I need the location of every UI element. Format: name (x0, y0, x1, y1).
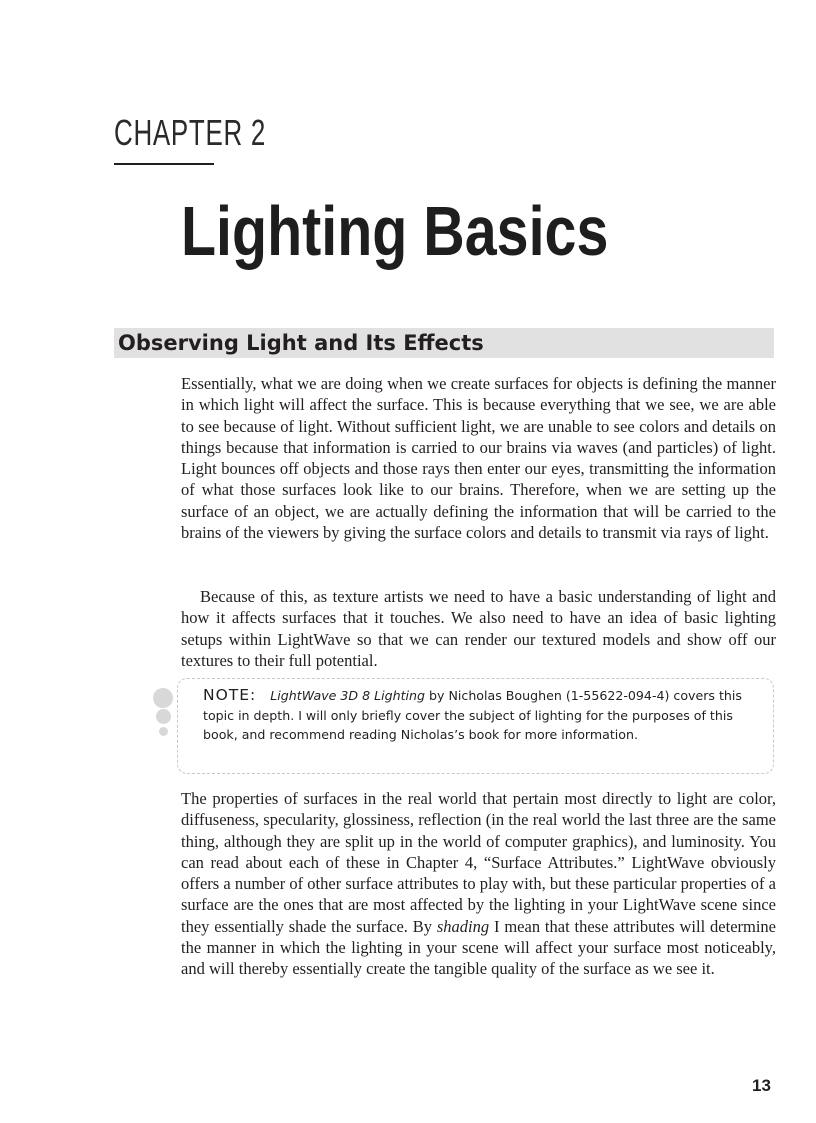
chapter-rule (114, 163, 214, 165)
paragraph-3 (181, 788, 776, 980)
note-body: by Nicholas Boughen (1-55622-094-4) covers this topic in depth. I will only briefly cover the subject of lighting for the purposes of this book, and recommend reading Nicholas’s book for more information. (203, 688, 742, 742)
section-heading: Observing Light and Its Effects (118, 331, 484, 355)
note-book-title: LightWave 3D 8 Lighting (270, 688, 426, 703)
note-bullet-icon (156, 709, 171, 724)
paragraph-1-text: Essentially, what we are doing when we create surfaces for objects is defining the manner in which light will affect the surface. This is because everything that we see, we are able to see because of light. Without sufficient light, we are unable to see colors and details on things because that information is carried to our brains via waves (and particles) of light. Light bounces off objects and those rays then enter our eyes, transmitting the information of what those surfaces look like to our brains. Therefore, when we are setting up the surface of an object, we are actually defining the information that will be carried to the brains of the viewers by giving the surface colors and details to transmit via rays of light. (181, 374, 776, 543)
paragraph-2-text: Because of this, as texture artists we need to have a basic understanding of light and how it affects surfaces that it touches. We also need to have an idea of basic lighting setups within LightWave so that we can render our textured models and show off our textures to their full potential. (181, 587, 776, 670)
note-label: NOTE: (203, 686, 257, 704)
page-number: 13 (752, 1076, 771, 1095)
paragraph-3-emphasis: shading (436, 916, 490, 936)
paragraph-1 (181, 373, 776, 543)
note-bullet-icon (159, 727, 168, 736)
paragraph-3-text (181, 788, 776, 980)
paragraph-3-part-1: The properties of surfaces in the real world that pertain most directly to light are color, diffuseness, specularity, glossiness, reflection (in the real world the last three are the same thing, although they are split up in the world of computer graphics), and luminosity. You can read about each of these in Chapter 4, “Surface Attributes.” LightWave obviously offers a number of other surface attributes to play with, but these particular properties of a surface are the ones that are most affected by the lighting in your LightWave scene since they essentially shade the surface. By (181, 789, 776, 936)
note-bullet-icon (153, 688, 173, 708)
paragraph-2 (181, 586, 776, 671)
chapter-title: Lighting Basics (181, 192, 609, 270)
paragraph-3-part-2: I mean that these attributes will determine the manner in which the lighting in your scene will affect your surface most noticeably, and will thereby essentially create the tangible quality of the surface as we see it. (181, 916, 777, 979)
note-text (203, 686, 763, 745)
chapter-label: CHAPTER 2 (114, 112, 266, 153)
